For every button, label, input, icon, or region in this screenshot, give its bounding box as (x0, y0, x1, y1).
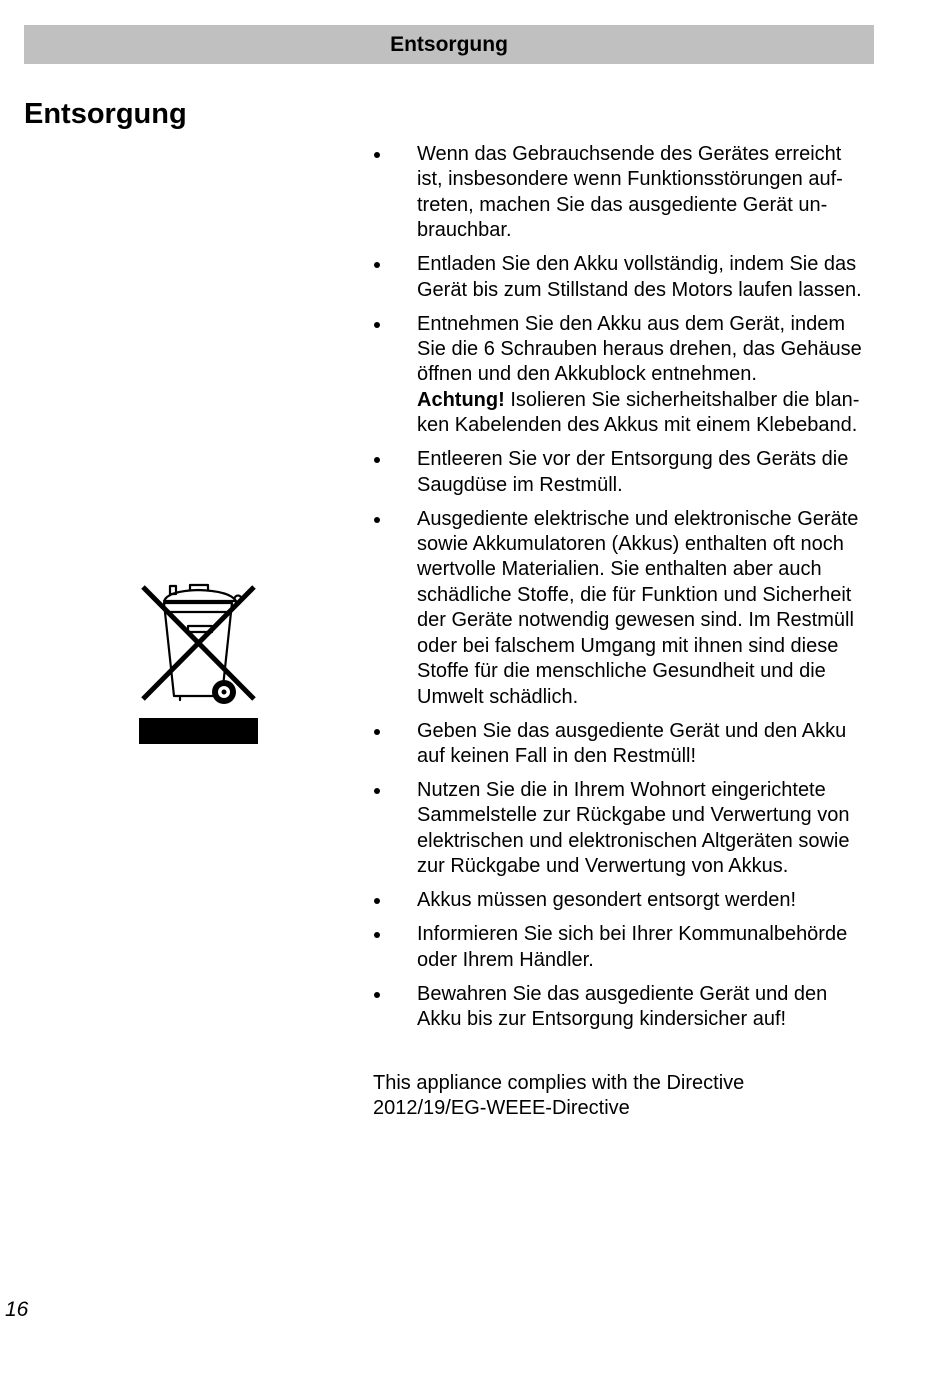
bullet-icon (374, 517, 380, 523)
list-item (372, 252, 912, 303)
list-item-text: Ausgediente elektrische und elektronische Geräte sowie Akkumulatoren (Akkus) enthalten oft noch wertvolle Materialien. Sie enthalten aber auch schädliche Stoffe, die für Funktion und Sicherheit der Geräte notwendig gewesen sind. Im Restmüll oder bei falschem Umgang mit ihnen sind diese Stoffe für die menschliche Gesundheit und die Umwelt schädlich. (417, 507, 859, 708)
bullet-icon (374, 992, 380, 998)
list-item-text: Akkus müssen gesondert entsorgt werden! (417, 889, 797, 912)
bullet-icon (374, 788, 380, 794)
running-header (24, 25, 874, 64)
bullet-icon (374, 262, 380, 268)
list-item (372, 142, 912, 244)
page-number: 16 (5, 1298, 29, 1321)
bullet-icon (374, 152, 380, 158)
page-title: Entsorgung (24, 98, 187, 130)
list-item (372, 922, 912, 973)
crossed-out-wheelie-bin-icon (138, 582, 260, 746)
list-item-text: Entleeren Sie vor der Entsorgung des Geräts die Saugdüse im Restmüll. (417, 448, 849, 496)
list-item-text: Entladen Sie den Akku vollständig, indem Sie das Gerät bis zum Stillstand des Motors laufen lassen. (417, 253, 862, 301)
list-item (372, 778, 912, 880)
list-item (372, 507, 912, 710)
list-item-text (417, 312, 912, 439)
running-header-title: Entsorgung (390, 32, 508, 56)
bullet-icon (374, 322, 380, 328)
weee-directive-note: This appliance complies with the Directive 2012/19/EG-WEEE-Directive (373, 1072, 745, 1120)
list-item (372, 719, 912, 770)
list-item (372, 888, 912, 913)
bullet-icon (374, 457, 380, 463)
bullet-icon (374, 729, 380, 735)
list-item-text: Bewahren Sie das ausgediente Gerät und den Akku bis zur Entsorgung kindersicher auf! (417, 982, 828, 1030)
list-item-text-part: Entnehmen Sie den Akku aus dem Gerät, indem Sie die 6 Schrauben heraus drehen, das Gehäuse öffnen und den Akkublock entnehmen. (417, 312, 862, 386)
list-item (372, 982, 912, 1033)
bullet-icon (374, 932, 380, 938)
list-item-text: Informieren Sie sich bei Ihrer Kommunalbehörde oder Ihrem Händler. (417, 923, 848, 971)
warning-text: Isolieren Sie sicherheitshalber die blan- ken Kabelenden des Akkus mit einem Klebeband. (417, 388, 860, 437)
list-item-text: Geben Sie das ausgediente Gerät und den Akku auf keinen Fall in den Restmüll! (417, 719, 847, 767)
list-item (372, 312, 912, 439)
list-item (372, 447, 912, 498)
list-item-text: Wenn das Gebrauchsende des Gerätes erreicht ist, insbesondere wenn Funktionsstörungen auf- treten, machen Sie das ausgediente Gerät un- brauchbar. (417, 143, 843, 242)
warning-label: Achtung! (417, 388, 505, 411)
disposal-instructions-list (372, 142, 912, 1041)
bullet-icon (374, 898, 380, 904)
list-item-text: Nutzen Sie die in Ihrem Wohnort eingerichtete Sammelstelle zur Rückgabe und Verwertung von elektrischen und elektronischen Altgeräten sowie zur Rückgabe und Verwertung von Akkus. (417, 778, 850, 878)
